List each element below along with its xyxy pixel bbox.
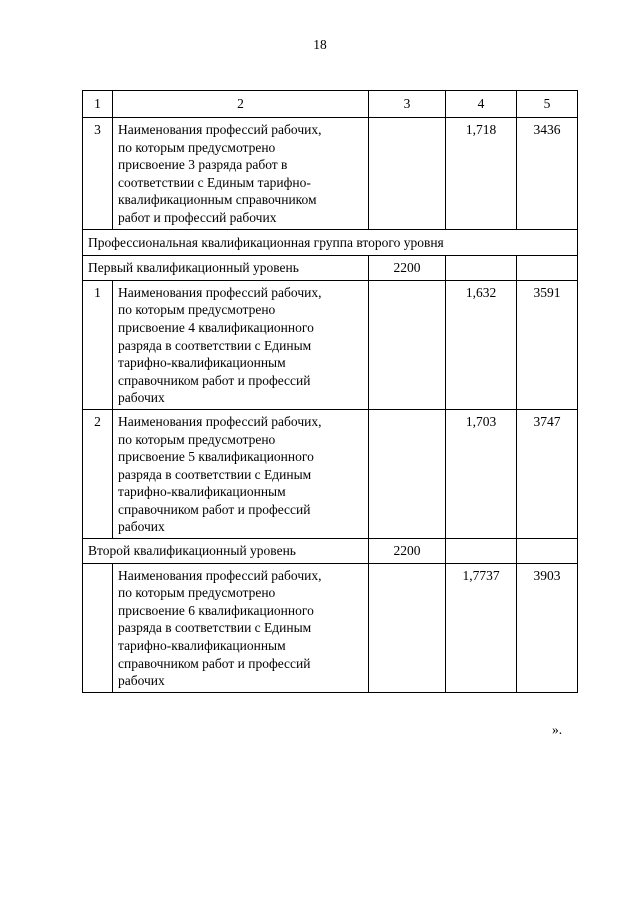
table-row [83, 563, 578, 692]
level-base-salary: 2200 [369, 539, 446, 564]
profession-description [113, 409, 369, 538]
base-salary-cell [369, 118, 446, 230]
description-line: соответствии с Единым тарифно- [118, 174, 311, 190]
salary-cell: 3903 [517, 563, 578, 692]
description-line: тарифно-квалификационным [118, 484, 286, 500]
description-line: разряда в соответствии с Единым [118, 620, 312, 636]
table-row [83, 280, 578, 409]
description-line: тарифно-квалификационным [118, 355, 286, 371]
salary-cell: 3747 [517, 409, 578, 538]
group-heading: Профессиональная квалификационная группа второго уровня [83, 229, 578, 256]
description-line: по которым предусмотрено [118, 585, 276, 601]
group-heading-row [83, 229, 578, 256]
description-line: квалификационным справочником [118, 192, 317, 208]
empty-cell [446, 256, 517, 281]
description-line: разряда в соответствии с Единым [118, 466, 312, 482]
description-line: Наименования профессий рабочих, [118, 567, 322, 583]
base-salary-cell [369, 563, 446, 692]
coefficient-cell: 1,7737 [446, 563, 517, 692]
description-line: присвоение 3 разряда работ в [118, 157, 288, 173]
description-line: Наименования профессий рабочих, [118, 284, 322, 300]
base-salary-cell [369, 280, 446, 409]
description-line: по которым предусмотрено [118, 431, 276, 447]
description-line: Наименования профессий рабочих, [118, 122, 322, 137]
level-base-salary: 2200 [369, 256, 446, 281]
level-heading: Второй квалификационный уровень [83, 539, 369, 564]
salary-cell: 3591 [517, 280, 578, 409]
empty-cell [517, 539, 578, 564]
tariff-table [82, 90, 578, 693]
header-cell-3: 3 [369, 91, 446, 118]
closing-quote: ». [552, 722, 563, 737]
description-line: по которым предусмотрено [118, 139, 276, 155]
table-body [83, 91, 578, 693]
description-line: работ и профессий рабочих [118, 209, 277, 225]
level-heading-row [83, 256, 578, 281]
row-number: 1 [83, 280, 113, 409]
description-line: присвоение 5 квалификационного [118, 449, 314, 465]
description-line: по которым предусмотрено [118, 302, 276, 318]
description-line: Наименования профессий рабочих, [118, 413, 322, 429]
description-line: присвоение 4 квалификационного [118, 319, 314, 335]
header-cell-4: 4 [446, 91, 517, 118]
level-heading: Первый квалификационный уровень [83, 256, 369, 281]
description-line: справочником работ и профессий [118, 501, 311, 517]
description-line: рабочих [118, 673, 165, 689]
description-line: присвоение 6 квалификационного [118, 602, 314, 618]
description-line: рабочих [118, 519, 165, 535]
description-line: рабочих [118, 390, 165, 406]
page-number: 18 [313, 37, 327, 52]
description-line: тарифно-квалификационным [118, 638, 286, 654]
empty-cell [517, 256, 578, 281]
row-number [83, 563, 113, 692]
header-cell-2: 2 [113, 91, 369, 118]
coefficient-cell: 1,718 [446, 118, 517, 230]
salary-cell: 3436 [517, 118, 578, 230]
header-cell-1: 1 [83, 91, 113, 118]
base-salary-cell [369, 409, 446, 538]
header-cell-5: 5 [517, 91, 578, 118]
description-line: справочником работ и профессий [118, 372, 311, 388]
header-row [83, 91, 578, 118]
profession-description [113, 563, 369, 692]
empty-cell [446, 539, 517, 564]
row-number: 2 [83, 409, 113, 538]
row-number: 3 [83, 118, 113, 230]
profession-description [113, 280, 369, 409]
description-line: разряда в соответствии с Единым [118, 337, 312, 353]
level-heading-row [83, 539, 578, 564]
coefficient-cell: 1,632 [446, 280, 517, 409]
profession-description [113, 118, 369, 230]
description-line: справочником работ и профессий [118, 655, 311, 671]
coefficient-cell: 1,703 [446, 409, 517, 538]
table-row [83, 409, 578, 538]
table-row [83, 118, 578, 230]
